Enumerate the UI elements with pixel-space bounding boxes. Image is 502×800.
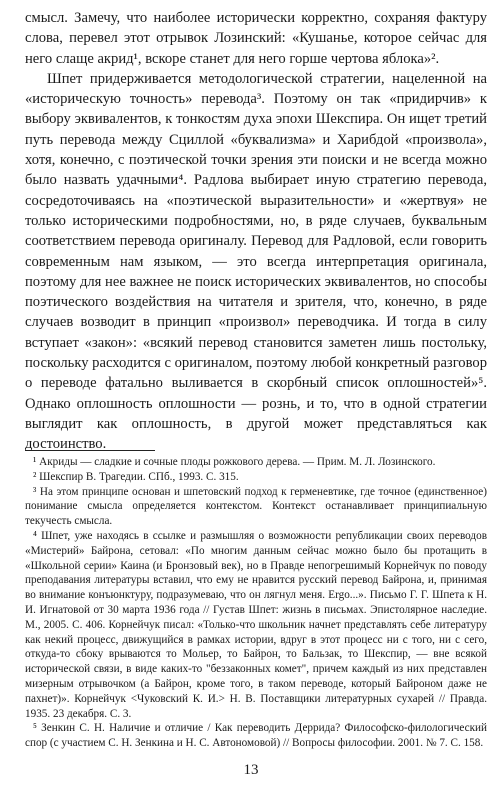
footnotes <box>25 455 487 751</box>
main-text <box>25 8 487 455</box>
footnote: ⁴ Шпет, уже находясь в ссылке и размышляя о возможности републикации своих переводов «Мистерий» Байрона, сетовал: «По многим данным сейчас можно было бы протащить в «Школьной серии» Каина (и Бронзовый век), но в Правде непогрешимый Корнейчук по поводу преподавания литературы вставил, что ему не нравится русский перевод Байрона, и, принимая во внимание конъюнктуру, подразумеваю, что он лягнул меня. Ergo...». Письмо Г. Г. Шпета к Н. И. Игнатовой от 30 марта 1936 года // Густав Шпет: жизнь в письмах. Эпистолярное наследие. М., 2005. С. 406. Корнейчук писал: «Только-что школьник начнет представлять себе литературу как некий процесс, движущийся в рамках истории, вдруг в этот процесс ни с того, ни с сего, откуда-то сбоку врываются то Мольер, то Байрон, то Бальзак, то Шекспир, — вне всякой исторической связи, в виде каких-то "беззаконных комет", причем каждый из них представлен мизерным отрывочком (а Байрон, кроме того, в таком переводе, который Байроном даже не пахнет)». Корнейчук <Чуковский К. И.> Н. В. Поставщики литературных сухарей // Правда. 1935. 23 декабря. С. 3. <box>25 529 487 720</box>
footnote: ⁵ Зенкин С. Н. Наличие и отличие / Как переводить Деррида? Философско-филологический спор (с участием С. Н. Зенкина и Н. С. Автономовой) // Вопросы философии. 2001. № 7. С. 158. <box>25 722 487 750</box>
footnote: ³ На этом принципе основан и шпетовский подход к герменевтике, где точное (единственное) понимание смысла определяется контекстом. Контекст останавливает принципиальную текучесть смысла. <box>25 485 487 528</box>
footnote-separator <box>25 450 155 451</box>
page-number: 13 <box>243 762 259 778</box>
footnote: ¹ Акриды — сладкие и сочные плоды рожкового дерева. — Прим. М. Л. Лозинского. <box>33 456 436 468</box>
paragraph: Шпет придерживается методологической стратегии, нацеленной на «историческую точность» перевода³. Поэтому он так «придирчив» к выбору эквивалентов, к тонкостям духа эпохи Шекспира. Он ищет третий путь перевода между Сциллой «буквализма» и Харибдой «произвола», хотя, конечно, с поэтической точки зрения эти поиски и не всегда можно было назвать удачными⁴. Радлова выбирает иную стратегию перевода, сосредоточиваясь на «поэтической выразительности» и «жертвуя» не только историческими подробностями, но, в ряде случаев, буквальным соответствием перевода оригиналу. Перевод для Радловой, если говорить современным нам языком, — это всегда интерпретация оригинала, поэтому для нее важнее не поиск исторических эквивалентов, но способы поэтического воздействия на читателя и зрителя, что, конечно, в ряде случаев возводит в принцип «произвол» переводчика. И тогда в силу вступает «закон»: «всякий перевод становится заметен лишь постольку, поскольку расходится с оригиналом, поэтому любой конкретный разговор о переводе фатально выливается в скорбный список оплошностей»⁵. Однако оплошность оплошности — рознь, и то, что в одной стратегии выглядит как оплошность, в другой может представляться как достоинство. <box>25 70 487 453</box>
footnote: ² Шекспир В. Трагедии. СПб., 1993. С. 315. <box>33 470 239 483</box>
paragraph: смысл. Замечу, что наиболее исторически корректно, сохраняя фактуру слова, перевел этот отрывок Лозинский: «Кушанье, которое сейчас для него слаще акрид¹, вскоре станет для него горше чертова яблока»². <box>25 10 487 67</box>
